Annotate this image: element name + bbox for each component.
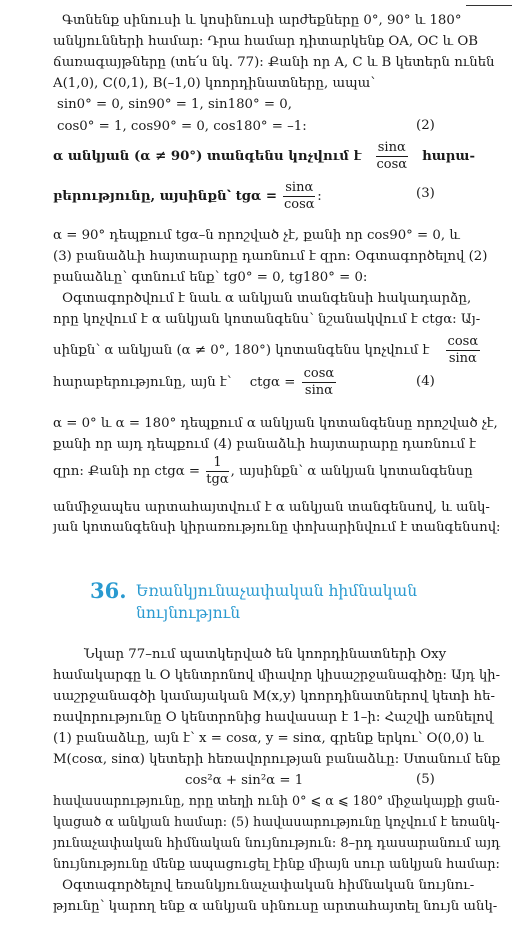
text-line: քանի որ այդ դեպքում (4) բանաձևի հայտարարը դառնում է bbox=[53, 437, 476, 452]
cotangent-definition bbox=[53, 334, 482, 367]
sin-over-cos-fraction bbox=[376, 140, 408, 173]
cot-recip-text: զրո: Քանի որ ctgα = bbox=[53, 464, 201, 479]
tangent-definition bbox=[53, 140, 475, 173]
cotangent-definition-text: սինքն՝ α անկյան (α ≠ 0°, 180°) կոտանգենս կոչվում է bbox=[53, 343, 430, 358]
text-line: հավասարությունը, որը տեղի ունի 0° ⩽ α ⩽ 180° միջակայքի ցան- bbox=[53, 794, 500, 809]
text-line: Օգտագործելով եռանկյունաչափական հիմնական նույնու- bbox=[62, 878, 475, 893]
text-line: ճառագայթները (տե՛ս նկ. 77): Քանի որ A, C և B կետերն ունեն bbox=[53, 55, 495, 70]
cot-recip-line bbox=[53, 455, 473, 488]
equation-number: (2) bbox=[416, 118, 435, 133]
fraction-denominator: tgα bbox=[206, 472, 229, 487]
text-line: հարաբերությունը, այն է՝ bbox=[53, 375, 232, 390]
equation-number: (3) bbox=[416, 186, 435, 201]
tangent-formula-line bbox=[53, 180, 322, 213]
cos-over-sin-fraction bbox=[446, 334, 481, 367]
cot-recip-text-end: , այսինքն՝ α անկյան կոտանգենսը bbox=[230, 464, 473, 479]
fraction-denominator: sinα bbox=[304, 383, 333, 398]
section-number: 36. bbox=[90, 578, 127, 603]
text-line: բանաձևը՝ գտնում ենք՝ tg0° = 0, tg180° = 0: bbox=[53, 270, 368, 285]
text-line: A(1,0), C(0,1), B(–1,0) կոորդինատները, ապա՝ bbox=[53, 76, 376, 91]
fraction-numerator: 1 bbox=[206, 455, 228, 472]
tangent-fraction bbox=[283, 180, 315, 213]
pythagorean-identity: cos²α + sin²α = 1 bbox=[185, 773, 304, 788]
text-line: α = 90° դեպքում tgα–ն որոշված չէ, քանի որ cos90° = 0, և bbox=[53, 228, 460, 243]
text-line: սաշրջանագծի կամայական M(x,y) կոորդինատներով կետի հե- bbox=[53, 689, 495, 704]
text-line: կացած α անկյան համար: (5) հավասարությունը կոչվում է եռանկ- bbox=[53, 815, 500, 830]
fraction-denominator: sinα bbox=[448, 351, 477, 366]
text-line: (1) բանաձևը, այն է՝ x = cosα, y = sinα, գրենք երկու՝ O(0,0) և bbox=[53, 731, 484, 746]
section-title-line2: նույնություն bbox=[136, 604, 241, 622]
tangent-bold-start: բերությունը, այսինքն՝ tgα = bbox=[53, 189, 278, 204]
equation-number: (4) bbox=[416, 374, 435, 389]
text-line: (3) բանաձևի հայտարարը դառնում է զրո: Օգտագործելով (2) bbox=[53, 249, 488, 264]
text-line: անմիջապես արտահայտվում է α անկյան տանգենսով, և անկ- bbox=[53, 500, 490, 515]
fraction-numerator: cosα bbox=[447, 334, 479, 349]
text-line: յան կոտանգենսի կիրառությունը փոխարինվում է տանգենսով: bbox=[53, 520, 501, 535]
tangent-definition-bold: α անկյան (α ≠ 90°) տանգենս կոչվում է bbox=[53, 149, 362, 164]
text-line: α = 0° և α = 180° դեպքում α անկյան կոտանգենսը որոշված չէ, bbox=[53, 416, 498, 431]
one-over-tg-fraction bbox=[206, 455, 228, 488]
fraction-denominator: cosα bbox=[283, 197, 315, 212]
fraction-numerator: cosα bbox=[303, 366, 335, 381]
text-line: Գտնենք սինուսի և կոսինուսի արժեքները 0°, 90° և 180° bbox=[62, 13, 462, 28]
equation-number: (5) bbox=[416, 772, 435, 787]
section-title-line1: Եռանկյունաչափական հիմնական bbox=[136, 582, 418, 600]
tangent-definition-bold-end: հարա- bbox=[421, 149, 475, 164]
text-line: ռավորությունը O կենտրոնից հավասար է 1–ի: Հաշվի առնելով bbox=[53, 710, 494, 725]
text-line: M(cosα, sinα) կետերի հեռավորության բանաձևը: Ստանում ենք bbox=[53, 752, 501, 767]
fraction-numerator: sinα bbox=[285, 180, 314, 195]
top-rule bbox=[466, 5, 512, 6]
text-line: յունաչափական հիմնական նույնություն: 8–րդ դասարանում այդ bbox=[53, 836, 501, 851]
fraction-numerator: sinα bbox=[377, 140, 406, 155]
text-line: նույնությունը մենք ապացուցել էինք միայն սուր անկյան համար: bbox=[53, 857, 500, 872]
text-line: որը կոչվում է α անկյան կոտանգենս՝ նշանակվում է ctgα: Այ- bbox=[53, 312, 481, 327]
text-line: Օգտագործվում է նաև α անկյան տանգենսի հակադարձը, bbox=[62, 291, 472, 306]
equation-cos: cos0° = 1, cos90° = 0, cos180° = –1: bbox=[57, 119, 307, 134]
ctg-label: ctgα = bbox=[249, 375, 296, 390]
colon: : bbox=[317, 189, 322, 204]
text-line: համակարգը և O կենտրոնով միավոր կիսաշրջանագիծը: Այդ կի- bbox=[53, 668, 501, 683]
text-line: թյունը՝ կարող ենք α անկյան սինուսը արտահայտել նույն անկ- bbox=[53, 899, 498, 914]
cotangent-formula-line bbox=[53, 366, 338, 399]
text-line: անկյունների համար: Դրա համար դիտարկենք OA, OC և OB bbox=[53, 34, 479, 49]
cotangent-fraction bbox=[302, 366, 337, 399]
text-line: Նկար 77–ում պատկերված են կոորդինատների Oxy bbox=[84, 647, 447, 662]
equation-sin: sin0° = 0, sin90° = 1, sin180° = 0, bbox=[57, 97, 292, 112]
fraction-denominator: cosα bbox=[376, 157, 408, 172]
